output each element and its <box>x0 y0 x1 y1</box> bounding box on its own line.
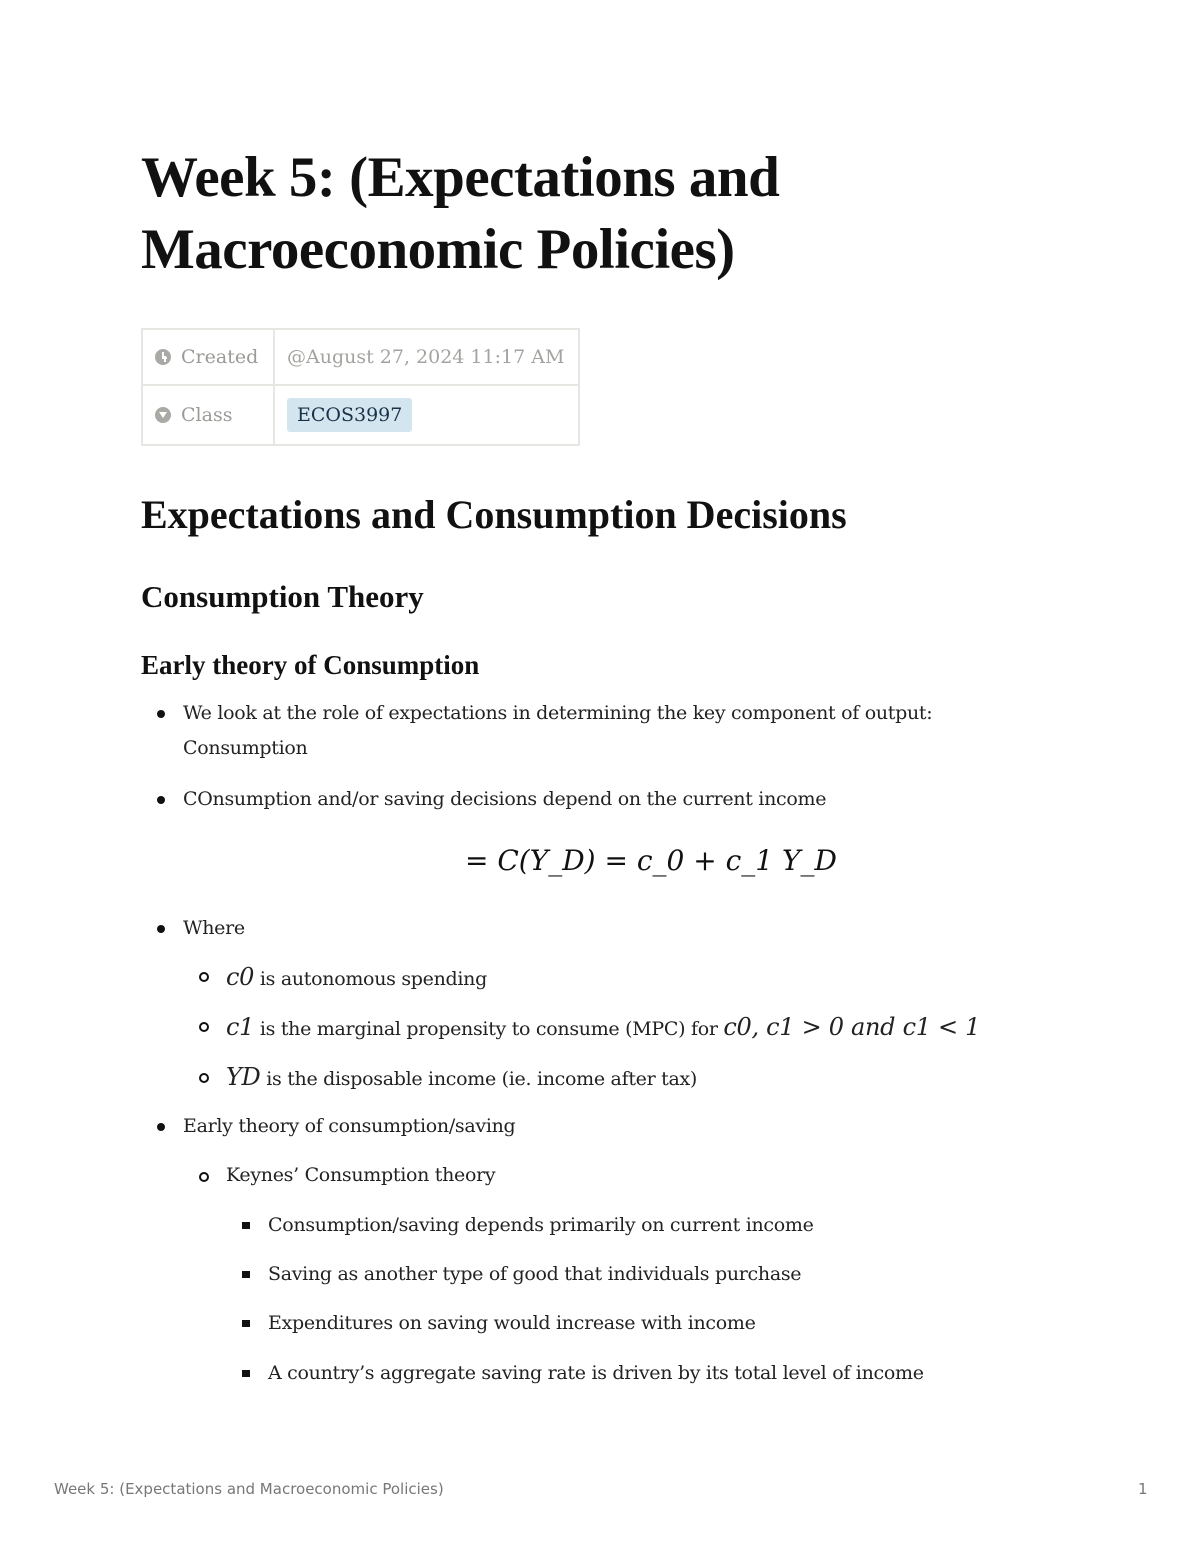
list-item-text <box>226 960 487 997</box>
created-label: Created <box>181 346 259 368</box>
property-row-created <box>142 329 579 385</box>
list-item-text: Keynes’ Consumption theory <box>226 1164 496 1186</box>
property-row-class <box>142 385 579 445</box>
footer-title: Week 5: (Expectations and Macroeconomic Policies) <box>54 1480 444 1498</box>
select-icon <box>155 407 171 423</box>
list-item-text: Consumption/saving depends primarily on current income <box>268 1214 814 1236</box>
class-label: Class <box>181 404 233 426</box>
bullet-disc <box>157 1123 165 1131</box>
math-condition: c0, c1 > 0 and c1 < 1 <box>723 1013 981 1041</box>
list-item-text: Consumption <box>183 737 308 759</box>
list-item-text <box>226 1010 980 1047</box>
clock-icon <box>155 349 171 365</box>
bullet-disc <box>157 796 165 804</box>
bullet-square <box>242 1271 250 1278</box>
equation-consumption <box>465 844 837 877</box>
list-item-text: We look at the role of expectations in determining the key component of output: <box>183 702 933 724</box>
bullet-circle <box>199 1073 209 1083</box>
heading-early-theory: Early theory of Consumption <box>141 650 480 680</box>
property-key-created <box>142 329 274 385</box>
property-key-class <box>142 385 274 445</box>
bullet-square <box>242 1320 250 1327</box>
list-item-text: Where <box>183 917 245 939</box>
page-number: 1 <box>1138 1480 1148 1498</box>
list-item-text: A country’s aggregate saving rate is driven by its total level of income <box>268 1362 924 1384</box>
list-item-label: is autonomous spending <box>254 968 487 990</box>
bullet-disc <box>157 925 165 933</box>
list-item-text: Early theory of consumption/saving <box>183 1115 516 1137</box>
heading-expectations: Expectations and Consumption Decisions <box>141 492 847 537</box>
bullet-circle <box>199 972 209 982</box>
math-c1: c1 <box>226 1013 255 1041</box>
bullet-circle <box>199 1172 209 1182</box>
created-value: @August 27, 2024 11:17 AM <box>274 329 579 385</box>
bullet-circle <box>199 1022 209 1032</box>
list-item-text: Saving as another type of good that individuals purchase <box>268 1263 802 1285</box>
bullet-square <box>242 1222 250 1229</box>
math-yd: YD <box>226 1063 261 1091</box>
list-item-text: COnsumption and/or saving decisions depend on the current income <box>183 788 827 810</box>
page-title: Week 5: (Expectations and Macroeconomic Policies) <box>141 146 780 281</box>
class-tag[interactable]: ECOS3997 <box>287 398 412 432</box>
list-item-text <box>226 1060 697 1097</box>
equation-text: = C(Y_D) = c_0 + c_1 Y_D <box>465 844 837 877</box>
list-item-label: is the disposable income (ie. income after tax) <box>260 1068 698 1090</box>
list-item-label: is the marginal propensity to consume (MPC) for <box>254 1018 724 1040</box>
bullet-disc <box>157 710 165 718</box>
list-item-text: Expenditures on saving would increase with income <box>268 1312 756 1334</box>
bullet-square <box>242 1370 250 1377</box>
heading-consumption-theory: Consumption Theory <box>141 579 424 614</box>
properties-table <box>141 328 580 446</box>
class-value-cell <box>274 385 579 445</box>
math-c0: c0 <box>226 963 255 991</box>
